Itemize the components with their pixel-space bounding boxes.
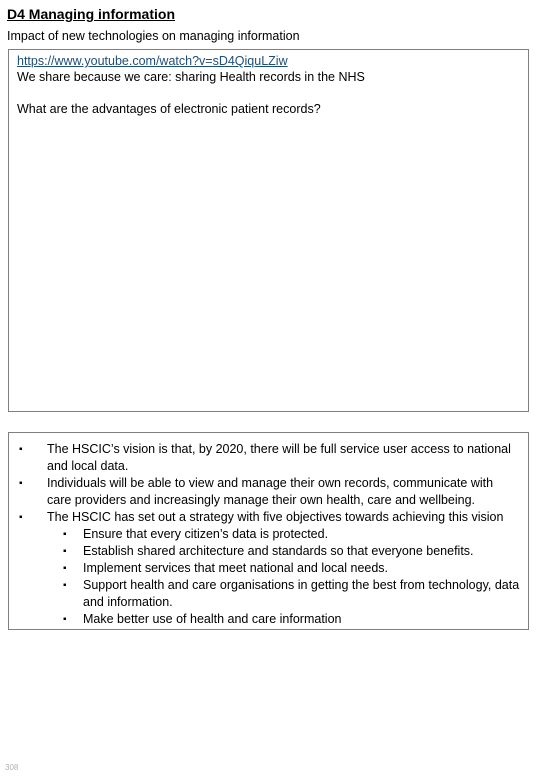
sub-list-item-text: Make better use of health and care information: [83, 612, 342, 626]
video-question-box: [8, 49, 529, 412]
list-item-text: The HSCIC’s vision is that, by 2020, there will be full service user access to national and local data.: [47, 442, 511, 473]
vision-list: [17, 441, 520, 628]
sub-list-item-text: Ensure that every citizen’s data is protected.: [83, 527, 329, 541]
sub-list-item-text: Implement services that meet national and local needs.: [83, 561, 389, 575]
list-item-text: Individuals will be able to view and manage their own records, communicate with care providers and increasingly manage their own health, care and wellbeing.: [47, 476, 494, 507]
list-item: [17, 509, 520, 628]
page-subtitle: Impact of new technologies on managing information: [7, 29, 300, 43]
sub-list-item-text: Support health and care organisations in getting the best from technology, data and information.: [83, 578, 520, 609]
bullet-icon: ▪: [19, 444, 23, 455]
bullet-icon: ▪: [63, 580, 67, 591]
sub-list-item: [54, 526, 520, 543]
bullet-icon: ▪: [19, 478, 23, 489]
question-text: What are the advantages of electronic patient records?: [17, 102, 321, 116]
hscic-vision-box: [8, 432, 529, 630]
video-description: We share because we care: sharing Health records in the NHS: [17, 70, 365, 84]
objectives-list: [54, 526, 520, 628]
sub-list-item-text: Establish shared architecture and standards so that everyone benefits.: [83, 544, 474, 558]
bullet-icon: ▪: [63, 546, 67, 557]
bullet-icon: ▪: [63, 529, 67, 540]
bullet-icon: ▪: [63, 614, 67, 625]
page-title: D4 Managing information: [7, 6, 175, 22]
list-item: [17, 475, 520, 509]
sub-list-item: [54, 577, 520, 611]
bullet-icon: ▪: [19, 512, 23, 523]
list-item: [17, 441, 520, 475]
sub-list-item: [54, 543, 520, 560]
bullet-icon: ▪: [63, 563, 67, 574]
sub-list-item: [54, 560, 520, 577]
page-number: 308: [5, 763, 19, 772]
youtube-link[interactable]: https://www.youtube.com/watch?v=sD4QiquLZiw: [17, 54, 288, 68]
list-item-text: The HSCIC has set out a strategy with five objectives towards achieving this vision: [47, 510, 504, 524]
sub-list-item: [54, 611, 520, 628]
